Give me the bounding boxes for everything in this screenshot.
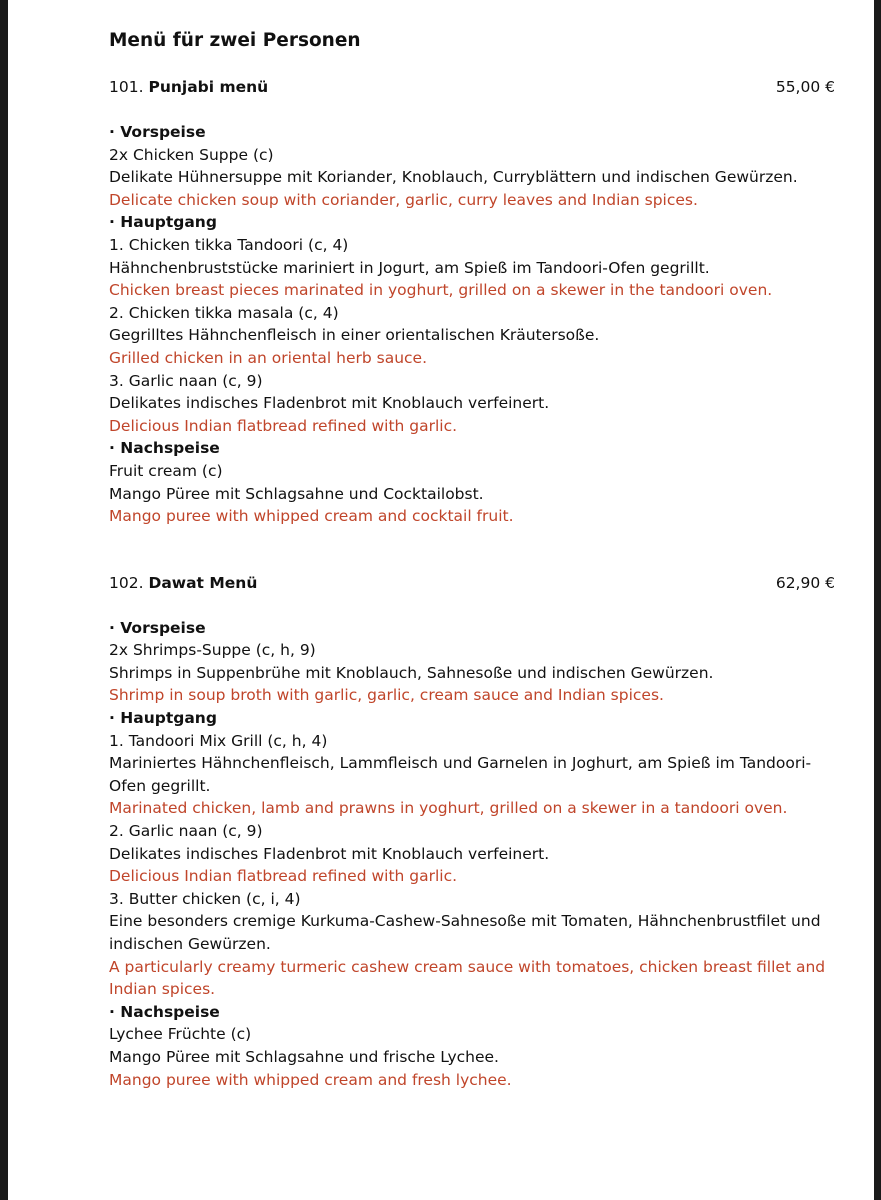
- course-heading-vorspeise: · Vorspeise: [109, 618, 206, 637]
- dish-name: 2. Garlic naan (c, 9): [109, 822, 263, 841]
- course-heading-nachspeise: · Nachspeise: [109, 1002, 220, 1021]
- dish-description-en: Mango puree with whipped cream and fresh lychee.: [109, 1070, 512, 1089]
- dish-description-en: Shrimp in soup broth with garlic, garlic, cream sauce and Indian spices.: [109, 686, 664, 705]
- dish-name: 1. Chicken tikka Tandoori (c, 4): [109, 235, 349, 254]
- course-heading-nachspeise: · Nachspeise: [109, 439, 220, 458]
- course-list: [109, 121, 835, 528]
- dish-name: Fruit cream (c): [109, 461, 223, 480]
- dish-description-en: Delicate chicken soup with coriander, garlic, curry leaves and Indian spices.: [109, 190, 698, 209]
- course-list: [109, 617, 835, 1091]
- menu-price: 62,90 €: [775, 573, 835, 592]
- dish-description-en: Grilled chicken in an oriental herb sauce.: [109, 348, 428, 367]
- menu-name: Dawat Menü: [148, 573, 258, 592]
- menu-title: [109, 76, 268, 99]
- page-content: [109, 0, 835, 1091]
- course-heading-hauptgang: · Hauptgang: [109, 213, 217, 232]
- dish-name: Lychee Früchte (c): [109, 1025, 252, 1044]
- menu-header: [109, 572, 835, 595]
- dish-description-en: Delicious Indian flatbread refined with garlic.: [109, 416, 458, 435]
- dish-description-en: Mango puree with whipped cream and cocktail fruit.: [109, 507, 514, 526]
- dish-name: 1. Tandoori Mix Grill (c, h, 4): [109, 731, 328, 750]
- dish-description-de: Mango Püree mit Schlagsahne und Cocktailobst.: [109, 484, 484, 503]
- dish-name: 2. Chicken tikka masala (c, 4): [109, 303, 339, 322]
- dish-description-en: Delicious Indian flatbread refined with garlic.: [109, 867, 458, 886]
- dish-description-de: Delikates indisches Fladenbrot mit Knoblauch verfeinert.: [109, 394, 550, 413]
- dish-description-en: Marinated chicken, lamb and prawns in yoghurt, grilled on a skewer in a tandoori oven.: [109, 799, 788, 818]
- dish-description-de: Delikates indisches Fladenbrot mit Knoblauch verfeinert.: [109, 844, 550, 863]
- course-heading-vorspeise: · Vorspeise: [109, 123, 206, 141]
- page-title: Menü für zwei Personen: [109, 30, 361, 51]
- menu-price: 55,00 €: [775, 78, 835, 96]
- menu-number: 102.: [109, 573, 144, 592]
- menu-section-101: [109, 76, 835, 528]
- menu-name: Punjabi menü: [148, 78, 269, 96]
- dish-name: 3. Garlic naan (c, 9): [109, 371, 263, 390]
- menu-title: [109, 572, 257, 595]
- dish-description-de: Hähnchenbruststücke mariniert in Jogurt, am Spieß im Tandoori-Ofen gegrillt.: [109, 258, 710, 277]
- menu-number: 101.: [109, 78, 144, 96]
- dish-description-en: A particularly creamy turmeric cashew cream sauce with tomatoes, chicken breast fillet and Indian spices.: [109, 957, 826, 999]
- dish-description-de: Mariniertes Hähnchenfleisch, Lammfleisch und Garnelen in Joghurt, am Spieß im Tandoori-Ofen gegrillt.: [109, 754, 812, 795]
- dish-description-de: Mango Püree mit Schlagsahne und frische Lychee.: [109, 1047, 499, 1066]
- menu-header: [109, 76, 835, 99]
- menu-section-102: [109, 572, 835, 1091]
- dish-description-de: Eine besonders cremige Kurkuma-Cashew-Sahnesoße mit Tomaten, Hähnchenbrustfilet und indischen Gewürzen.: [109, 912, 821, 953]
- dish-description-de: Gegrilltes Hähnchenfleisch in einer orientalischen Kräutersoße.: [109, 326, 600, 345]
- menu-page: [8, 0, 874, 1200]
- dish-name: 2x Chicken Suppe (c): [109, 145, 274, 164]
- dish-name: 3. Butter chicken (c, i, 4): [109, 889, 301, 908]
- dish-description-en: Chicken breast pieces marinated in yoghurt, grilled on a skewer in the tandoori oven.: [109, 281, 773, 300]
- dish-name: 2x Shrimps-Suppe (c, h, 9): [109, 641, 316, 660]
- dish-description-de: Delikate Hühnersuppe mit Koriander, Knoblauch, Curryblättern und indischen Gewürzen.: [109, 168, 798, 187]
- course-heading-hauptgang: · Hauptgang: [109, 709, 217, 728]
- dish-description-de: Shrimps in Suppenbrühe mit Knoblauch, Sahnesoße und indischen Gewürzen.: [109, 663, 714, 682]
